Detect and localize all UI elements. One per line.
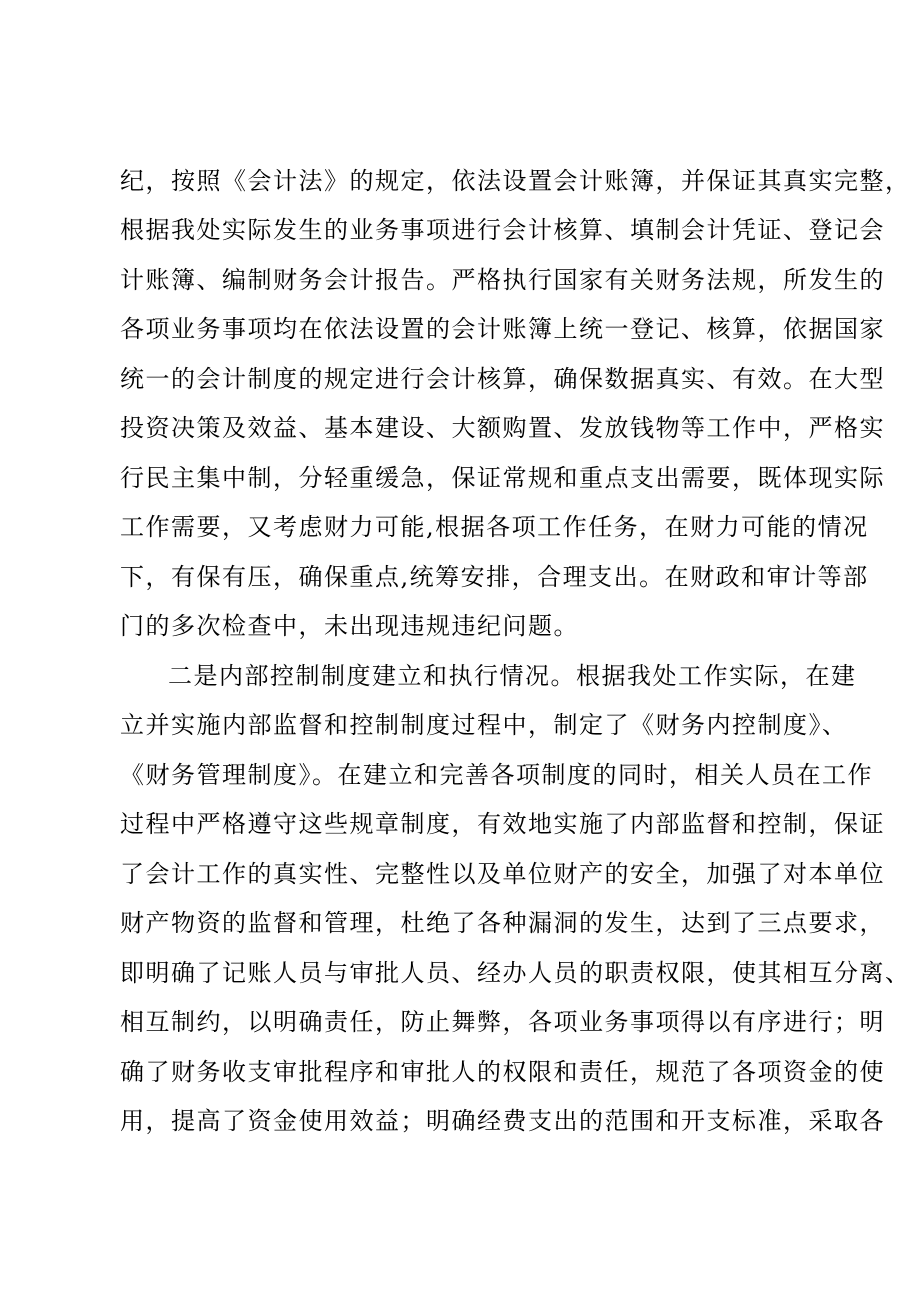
paragraph-line: 统一的会计制度的规定进行会计核算，确保数据真实、有效。在大型 xyxy=(120,365,885,393)
paragraph-line: 二是内部控制制度建立和执行情况。根据我处工作实际，在建 xyxy=(168,662,857,690)
paragraph-line: 投资决策及效益、基本建设、大额购置、发放钱物等工作中，严格实 xyxy=(120,414,885,442)
paragraph-line: 纪，按照《会计法》的规定，依法设置会计账簿，并保证其真实完整， xyxy=(120,167,911,195)
paragraph-line: 即明确了记账人员与审批人员、经办人员的职责权限，使其相互分离、 xyxy=(120,959,911,987)
paragraph-line: 立并实施内部监督和控制制度过程中，制定了《财务内控制度》、 xyxy=(120,711,848,739)
paragraph-line: 下，有保有压，确保重点,统筹安排，合理支出。在财政和审计等部 xyxy=(120,563,869,591)
paragraph-line: 了会计工作的真实性、完整性以及单位财产的安全，加强了对本单位 xyxy=(120,860,885,888)
paragraph-line: 确了财务收支审批程序和审批人的权限和责任，规范了各项资金的使 xyxy=(120,1058,885,1086)
paragraph-line: 《财务管理制度》。在建立和完善各项制度的同时，相关人员在工作 xyxy=(120,761,873,789)
paragraph-line: 行民主集中制，分轻重缓急，保证常规和重点支出需要，既体现实际 xyxy=(120,464,885,492)
paragraph-line: 根据我处实际发生的业务事项进行会计核算、填制会计凭证、登记会 xyxy=(120,216,885,244)
paragraph-line: 过程中严格遵守这些规章制度，有效地实施了内部监督和控制，保证 xyxy=(120,810,885,838)
paragraph-line: 相互制约，以明确责任，防止舞弊，各项业务事项得以有序进行；明 xyxy=(120,1008,885,1036)
paragraph-line: 用，提高了资金使用效益；明确经费支出的范围和开支标准，采取各 xyxy=(120,1107,885,1135)
paragraph-line: 计账簿、编制财务会计报告。严格执行国家有关财务法规，所发生的 xyxy=(120,266,885,294)
paragraph-line: 各项业务事项均在依法设置的会计账簿上统一登记、核算，依据国家 xyxy=(120,315,885,343)
paragraph-line: 财产物资的监督和管理，杜绝了各种漏洞的发生，达到了三点要求， xyxy=(120,909,885,937)
paragraph-line: 工作需要，又考虑财力可能,根据各项工作任务，在财力可能的情况 xyxy=(120,513,869,541)
paragraph-line: 门的多次检查中，未出现违规违纪问题。 xyxy=(120,612,579,640)
